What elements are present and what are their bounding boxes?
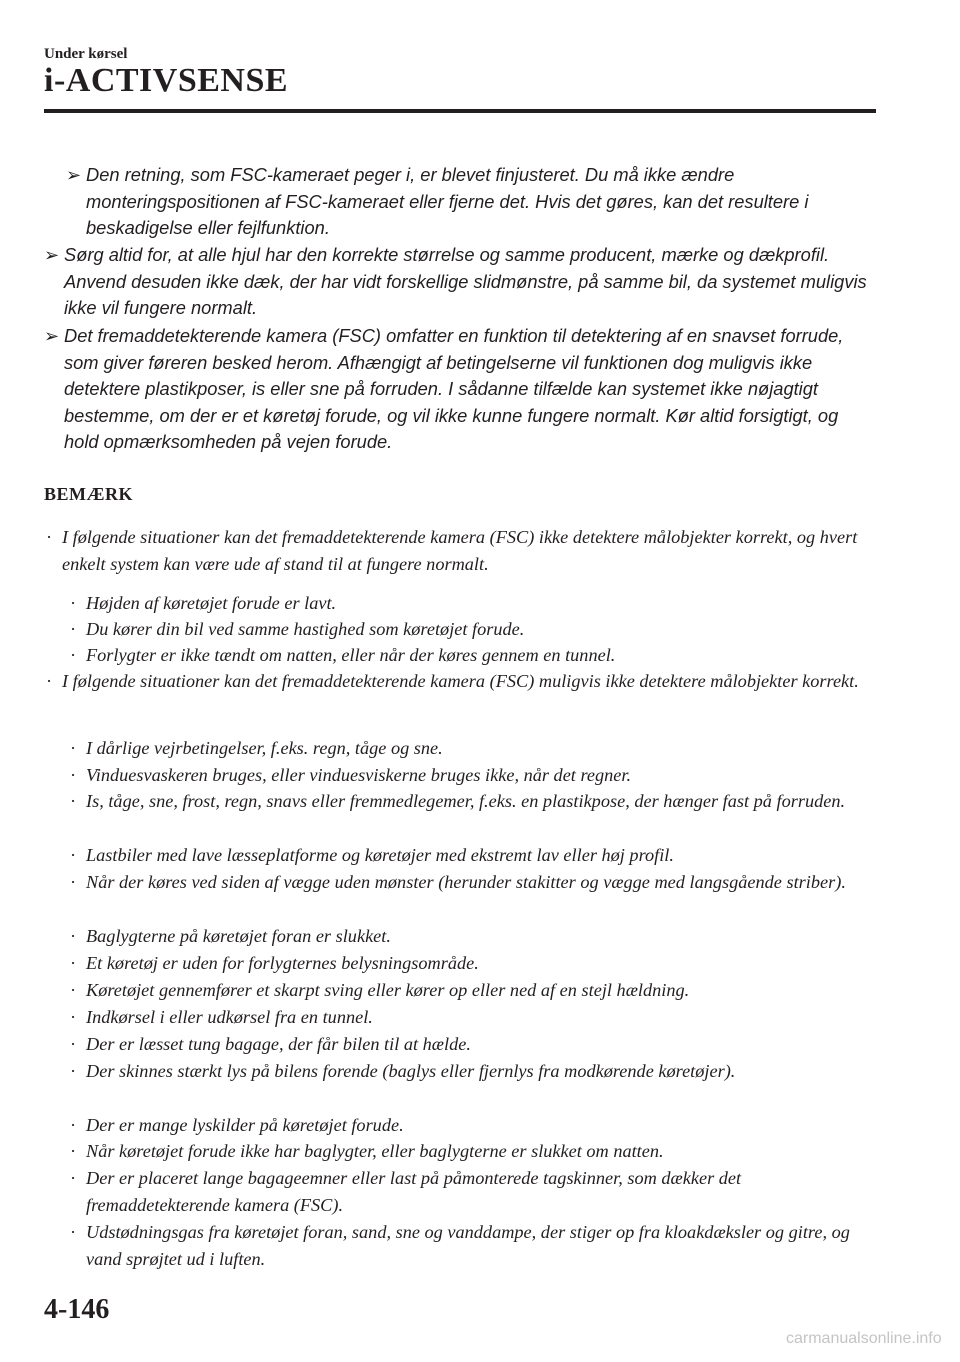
dot-bullet-icon: · (70, 1034, 77, 1054)
dot-bullet-icon: · (70, 1168, 77, 1188)
warning-text: Den retning, som FSC-kameraet peger i, er blevet finjusteret. Du må ikke ændre monteringspositionen af FSC-kameraet eller fjerne det. Hvis det gøres, kan det resultere i beskadigelse eller fejlfunktion. (86, 164, 809, 238)
dot-bullet-icon: · (70, 980, 77, 1000)
note-subitem-text: Udstødningsgas fra køretøjet foran, sand, sne og vanddampe, der stiger op fra kloakdæksler og gitre, og vand sprøjtet ud i luften. (86, 1222, 850, 1269)
note-subitem-text: Indkørsel i eller udkørsel fra en tunnel. (86, 1007, 373, 1027)
arrow-bullet-icon: ➢ (44, 245, 60, 265)
dot-bullet-icon: · (70, 738, 77, 758)
section-label: Under kørsel (44, 46, 128, 62)
dot-bullet-icon: · (70, 1007, 77, 1027)
note-subitem (70, 1165, 870, 1218)
note-subitem (70, 762, 870, 789)
note-subitem (70, 923, 870, 950)
note-subitem (70, 735, 870, 762)
note-subitem-text: Der er placeret lange bagageemner eller last på påmonterede tagskinner, som dækker det fremaddetekterende kamera (FSC). (86, 1168, 742, 1215)
title-divider (44, 109, 876, 113)
dot-bullet-icon: · (46, 527, 53, 547)
arrow-bullet-icon: ➢ (44, 326, 60, 346)
dot-bullet-icon: · (70, 953, 77, 973)
note-text: I følgende situationer kan det fremaddetekterende kamera (FSC) ikke detektere målobjekter korrekt, og hvert enkelt system kan være ude af stand til at fungere normalt. (62, 527, 858, 574)
page-number: 4-146 (44, 1294, 110, 1325)
note-subitem-text: Højden af køretøjet forude er lavt. (86, 593, 337, 613)
dot-bullet-icon: · (70, 765, 77, 785)
note-subitem (70, 1112, 870, 1139)
note-subitem-text: I dårlige vejrbetingelser, f.eks. regn, tåge og sne. (86, 738, 443, 758)
dot-bullet-icon: · (70, 845, 77, 865)
note-subitem-text: Vinduesvaskeren bruges, eller vinduesviskerne bruges ikke, når det regner. (86, 765, 632, 785)
note-subitem-text: Et køretøj er uden for forlygternes belysningsområde. (86, 953, 479, 973)
dot-bullet-icon: · (46, 671, 53, 691)
note-text: I følgende situationer kan det fremaddetekterende kamera (FSC) muligvis ikke detektere målobjekter korrekt. (62, 671, 859, 691)
note-heading: BEMÆRK (44, 484, 134, 504)
dot-bullet-icon: · (70, 791, 77, 811)
warning-item (44, 242, 876, 322)
note-subitem (70, 616, 870, 643)
warning-text: Det fremaddetekterende kamera (FSC) omfatter en funktion til detektering af en snavset forrude, som giver føreren besked herom. Afhængigt af betingelserne vil funktionen dog muligvis ikke detektere plastikposer, is eller sne på forruden. I sådanne tilfælde kan systemet ikke nøjagtigt bestemme, om der er et køretøj forude, og vil ikke kunne fungere normalt. Kør altid forsigtigt, og hold opmærksomheden på vejen forude. (64, 325, 844, 452)
note-subitem (70, 869, 870, 896)
dot-bullet-icon: · (70, 926, 77, 946)
note-subitem (70, 977, 870, 1004)
note-subitem-text: Når der køres ved siden af vægge uden mønster (herunder stakitter og vægge med langsgående striber). (86, 872, 846, 892)
note-subitem (70, 788, 870, 815)
note-subitem-text: Der er læsset tung bagage, der får bilen til at hælde. (86, 1034, 471, 1054)
note-subitem (70, 1219, 870, 1272)
note-subitem (70, 1004, 870, 1031)
note-subitem (70, 590, 870, 617)
note-subitem-text: Der skinnes stærkt lys på bilens forende (baglys eller fjernlys fra modkørende køretøjer). (86, 1061, 736, 1081)
note-subitem-text: Is, tåge, sne, frost, regn, snavs eller fremmedlegemer, f.eks. en plastikpose, der hænger fast på forruden. (86, 791, 846, 811)
dot-bullet-icon: · (70, 593, 77, 613)
dot-bullet-icon: · (70, 619, 77, 639)
note-subitem (70, 1058, 870, 1085)
dot-bullet-icon: · (70, 1222, 77, 1242)
page-title: i-ACTIVSENSE (44, 62, 289, 99)
note-item (46, 668, 876, 695)
dot-bullet-icon: · (70, 645, 77, 665)
warning-item (44, 323, 876, 456)
note-subitem-text: Når køretøjet forude ikke har baglygter, eller baglygterne er slukket om natten. (86, 1141, 664, 1161)
note-subitem-text: Forlygter er ikke tændt om natten, eller når der køres gennem en tunnel. (86, 645, 616, 665)
note-subitem-text: Køretøjet gennemfører et skarpt sving eller kører op eller ned af en stejl hældning. (86, 980, 690, 1000)
note-subitem (70, 642, 870, 669)
note-subitem (70, 1138, 870, 1165)
dot-bullet-icon: · (70, 872, 77, 892)
arrow-bullet-icon: ➢ (66, 165, 82, 185)
dot-bullet-icon: · (70, 1141, 77, 1161)
note-subitem (70, 842, 870, 869)
note-subitem (70, 1031, 870, 1058)
note-subitem-text: Baglygterne på køretøjet foran er slukket. (86, 926, 391, 946)
note-subitem (70, 950, 870, 977)
note-subitem-text: Du kører din bil ved samme hastighed som køretøjet forude. (86, 619, 525, 639)
note-item (46, 524, 876, 577)
note-subitem-text: Lastbiler med lave læsseplatforme og køretøjer med ekstremt lav eller høj profil. (86, 845, 674, 865)
dot-bullet-icon: · (70, 1061, 77, 1081)
warning-item (66, 162, 876, 242)
watermark: carmanualsonline.info (786, 1330, 942, 1347)
dot-bullet-icon: · (70, 1115, 77, 1135)
warning-text: Sørg altid for, at alle hjul har den korrekte størrelse og samme producent, mærke og dækprofil. Anvend desuden ikke dæk, der har vidt forskellige slidmønstre, på samme bil, da systemet muligvis ikke vil fungere normalt. (64, 244, 867, 318)
note-subitem-text: Der er mange lyskilder på køretøjet forude. (86, 1115, 404, 1135)
